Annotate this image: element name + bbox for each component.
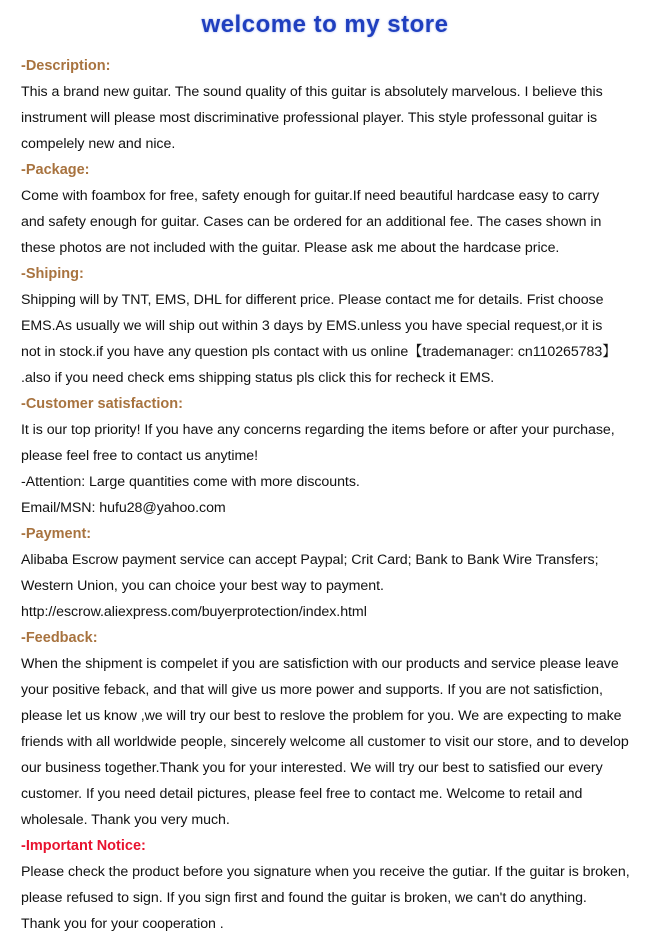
contact-email-line: Email/MSN: hufu28@yahoo.com [21, 500, 226, 516]
important-notice-section [21, 833, 641, 937]
text-line: When the shipment is compelet if you are satisfiction with our products and service please leave [21, 656, 619, 672]
text-line: please refused to sign. If you sign first and found the guitar is broken, we can't do anything. [21, 890, 587, 906]
text-line: Alibaba Escrow payment service can accept Paypal; Crit Card; Bank to Bank Wire Transfers; [21, 552, 599, 568]
text-line: This a brand new guitar. The sound quality of this guitar is absolutely marvelous. I believe this [21, 84, 603, 100]
section-heading: -Description: [21, 58, 111, 74]
feedback-section [21, 625, 641, 833]
escrow-url-line: http://escrow.aliexpress.com/buyerprotection/index.html [21, 604, 367, 620]
text-line: wholesale. Thank you very much. [21, 812, 230, 828]
text-line: Shipping will by TNT, EMS, DHL for different price. Please contact me for details. Frist choose [21, 292, 604, 308]
section-heading: -Shiping: [21, 266, 84, 282]
text-line: .also if you need check ems shipping status pls click this for recheck it EMS. [21, 370, 495, 386]
shipping-section [21, 261, 641, 391]
package-section [21, 157, 641, 261]
section-heading: -Feedback: [21, 630, 98, 646]
text-line: please feel free to contact us anytime! [21, 448, 259, 464]
text-line: Please check the product before you signature when you receive the gutiar. If the guitar is broken, [21, 864, 630, 880]
text-line: please let us know ,we will try our best to reslove the problem for you. We are expecting to make [21, 708, 622, 724]
store-info-content [21, 53, 641, 937]
text-line: -Attention: Large quantities come with more discounts. [21, 474, 360, 490]
payment-section [21, 521, 641, 625]
text-line: and safety enough for guitar. Cases can be ordered for an additional fee. The cases shown in [21, 214, 602, 230]
text-line: your positive feback, and that will give us more power and supports. If you are not satisfiction, [21, 682, 603, 698]
section-heading: -Payment: [21, 526, 92, 542]
text-line: EMS.As usually we will ship out within 3 days by EMS.unless you have special request,or it is [21, 318, 603, 334]
text-line: compelely new and nice. [21, 136, 176, 152]
customer-satisfaction-section [21, 391, 641, 521]
section-heading: -Package: [21, 162, 90, 178]
text-line: instrument will please most discriminative professional player. This style professonal guitar is [21, 110, 598, 126]
text-line: Come with foambox for free, safety enough for guitar.If need beautiful hardcase easy to carry [21, 188, 600, 204]
text-line: customer. If you need detail pictures, please feel free to contact me. Welcome to retail and [21, 786, 583, 802]
text-line: not in stock.if you have any question pls contact with us online【trademanager: cn110265783】 [21, 344, 617, 360]
text-line: Western Union, you can choice your best way to payment. [21, 578, 384, 594]
text-line: Thank you for your cooperation . [21, 916, 224, 932]
text-line: It is our top priority! If you have any concerns regarding the items before or after your purchase, [21, 422, 615, 438]
text-line: these photos are not included with the guitar. Please ask me about the hardcase price. [21, 240, 560, 256]
section-heading: -Important Notice: [21, 838, 146, 854]
description-section [21, 53, 641, 157]
page-title: welcome to my store [201, 11, 449, 38]
text-line: our business together.Thank you for your interested. We will try our best to satisfied our every [21, 760, 603, 776]
section-heading: -Customer satisfaction: [21, 396, 183, 412]
text-line: friends with all worldwide people, sincerely welcome all customer to visit our store, and to develop [21, 734, 629, 750]
